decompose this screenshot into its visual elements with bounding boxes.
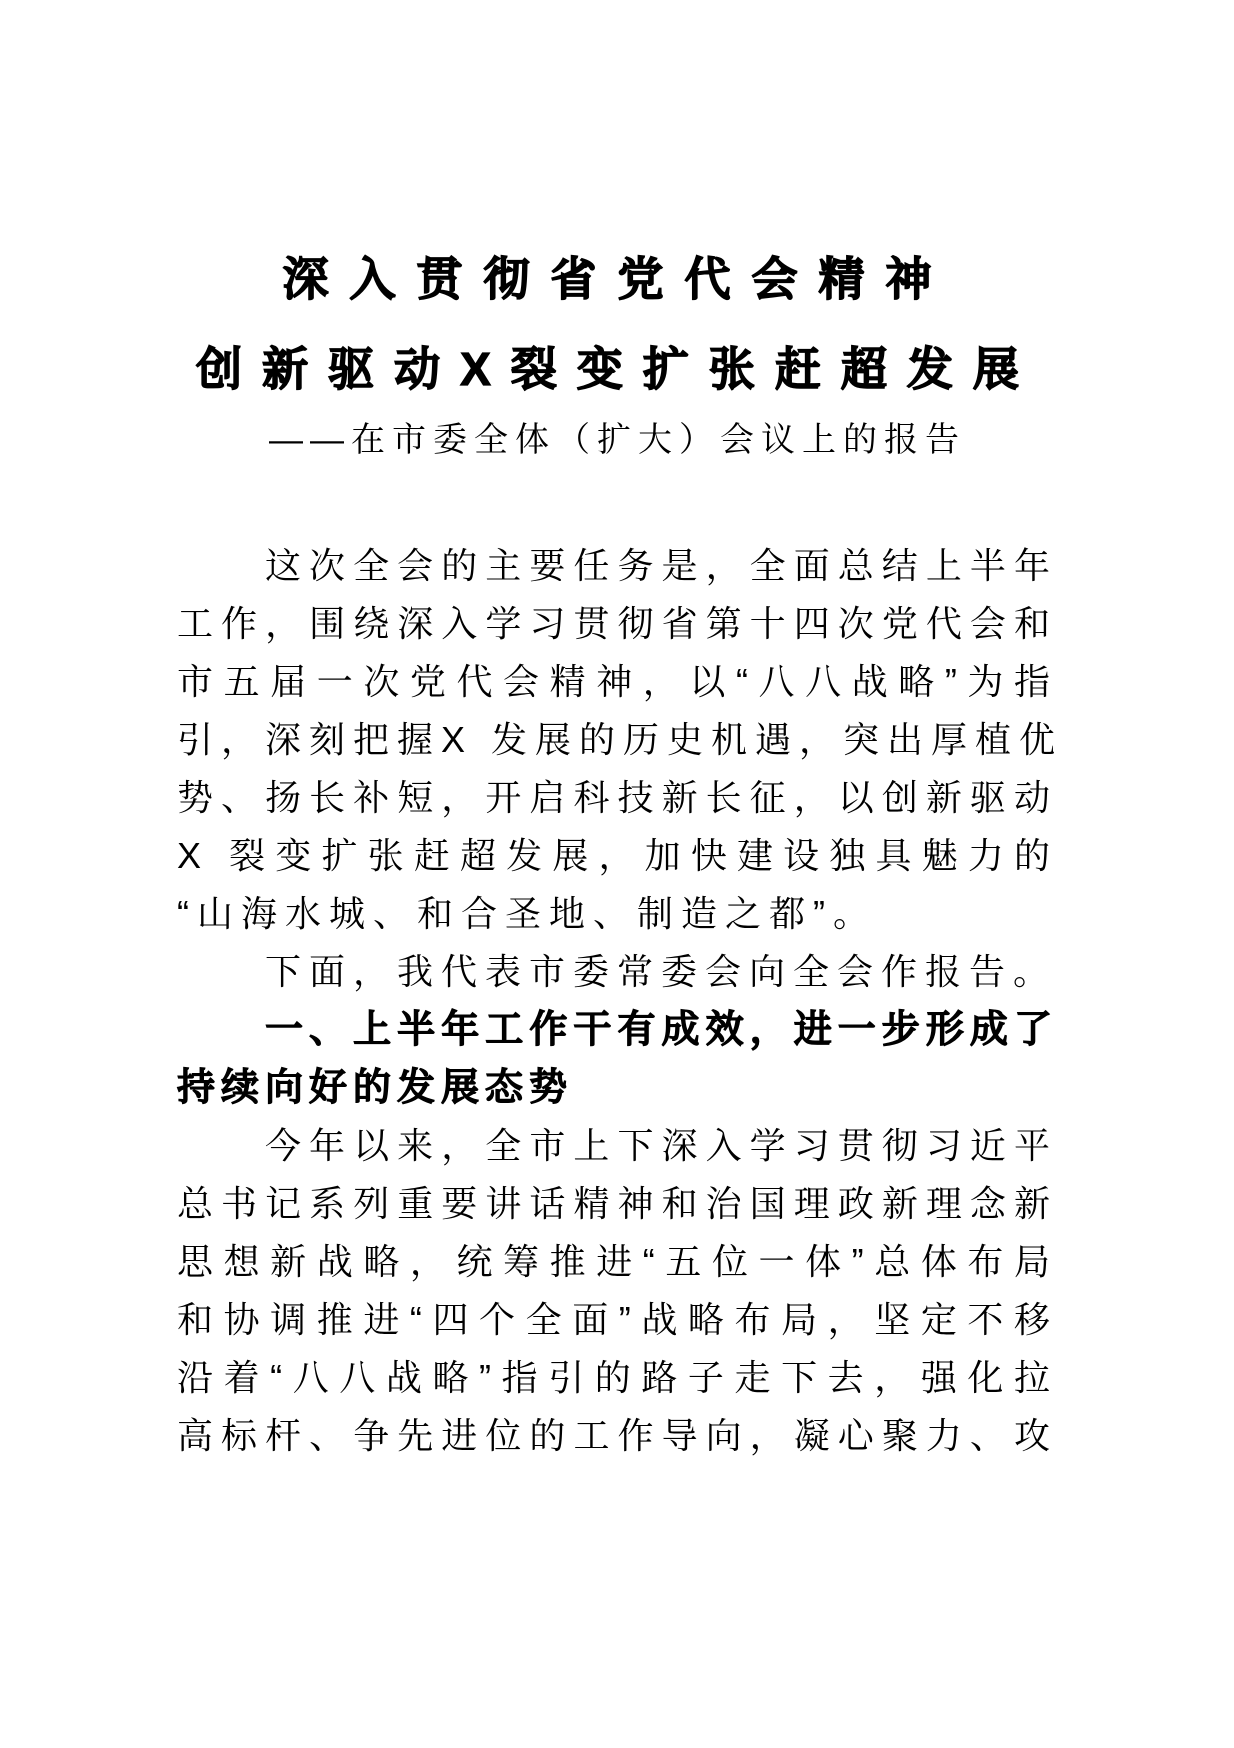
heading-line-1: 一、上半年工作干有成效，进一步形成了 (265, 1009, 1058, 1051)
p1-line-7: “山海水城、和合圣地、制造之都”。 (177, 893, 877, 934)
p3-line-5: 沿着“八八战略”指引的路子走下去，强化拉 (177, 1357, 1058, 1398)
p1-line-5: 势、扬长补短，开启科技新长征，以创新驱动 (177, 777, 1058, 818)
p1-line-4: 引，深刻把握X 发展的历史机遇，突出厚植优 (177, 719, 1064, 760)
p3-line-6: 高标杆、争先进位的工作导向，凝心聚力、攻 (177, 1415, 1058, 1456)
title-line-2: 创新驱动X裂变扩张赶超发展 (196, 343, 1039, 395)
p1-line-1: 这次全会的主要任务是，全面总结上半年 (265, 545, 1058, 586)
title-line-1: 深入贯彻省党代会精神 (282, 253, 953, 305)
p3-line-2: 总书记系列重要讲话精神和治国理政新理念新 (177, 1183, 1058, 1224)
p3-line-4: 和协调推进“四个全面”战略布局，坚定不移 (177, 1299, 1058, 1340)
p2-line-1: 下面，我代表市委常委会向全会作报告。 (265, 951, 1058, 992)
p1-line-2: 工作，围绕深入学习贯彻省第十四次党代会和 (177, 603, 1058, 644)
p3-line-1: 今年以来，全市上下深入学习贯彻习近平 (265, 1125, 1058, 1166)
body-text (177, 537, 1064, 1465)
p1-line-6: X 裂变扩张赶超发展，加快建设独具魅力的 (177, 835, 1058, 876)
p3-line-3: 思想新战略，统筹推进“五位一体”总体布局 (177, 1241, 1058, 1282)
p1-line-3: 市五届一次党代会精神，以“八八战略”为指 (177, 661, 1058, 702)
subtitle: ——在市委全体（扩大）会议上的报告 (269, 421, 966, 459)
heading-line-2: 持续向好的发展态势 (177, 1067, 574, 1109)
